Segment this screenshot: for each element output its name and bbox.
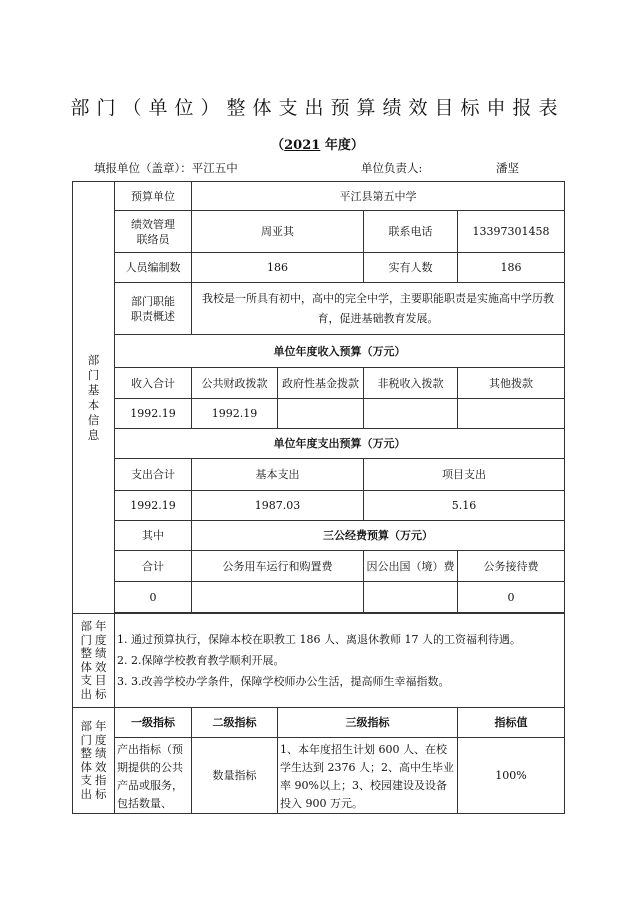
goals-label-col: [95, 620, 107, 701]
indicator-header-level3: 三级指标: [278, 708, 458, 738]
indicators-label-char: 绩: [95, 746, 107, 760]
basic-info-label-char: 门: [87, 367, 100, 382]
indicators-label-char: 部: [80, 719, 92, 733]
goals-label-col: [81, 620, 93, 701]
year-prefix: （: [271, 138, 285, 153]
basic-info-label-char: 部: [87, 352, 100, 367]
duty-label-line1: 部门职能: [131, 294, 175, 308]
indicators-section-label: [73, 708, 115, 814]
three-public-label: 其中: [115, 521, 192, 551]
income-value-other: [458, 399, 565, 429]
indicator-header-level2: 二级指标: [192, 708, 278, 738]
income-heading: 单位年度收入预算（万元）: [115, 335, 565, 368]
indicators-label-char: 整: [80, 746, 92, 760]
contact-name: 周亚其: [192, 211, 364, 253]
three-public-value-reception: 0: [458, 582, 565, 613]
expense-header-basic: 基本支出: [192, 459, 364, 491]
goals-label-char: 标: [95, 686, 107, 701]
indicators-label-char: 度: [95, 732, 107, 747]
indicators-label-char: 标: [95, 786, 107, 801]
three-public-value-vehicle: [192, 582, 364, 613]
basic-info-section-label: [73, 182, 115, 614]
indicator-level1: 产出指标（预期提供的公共产品或服务，包括数量、: [115, 738, 192, 814]
indicators-label-char: 出: [80, 786, 92, 801]
actual-staff-label: 实有人数: [364, 253, 458, 283]
three-public-header-total: 合计: [115, 551, 192, 582]
duty-label-line2: 职责概述: [131, 309, 175, 323]
indicator-level3: 1、本年度招生计划 600 人、在校学生达到 2376 人；2、高中生毕业率 90%以上；3、校园建设及设备投入 900 万元。: [278, 738, 458, 814]
income-header-nontax: 非税收入拨款: [364, 368, 458, 399]
staff-label: 人员编制数: [115, 253, 192, 283]
staff-value: 186: [192, 253, 364, 283]
contact-label: [115, 211, 192, 253]
indicator-header-level1: 一级指标: [115, 708, 192, 738]
goals-label-char: 支: [80, 673, 92, 687]
goal-item: 2. 2.保障学校教育教学顺利开展。: [117, 654, 285, 667]
income-value-public: 1992.19: [192, 399, 278, 429]
budget-form-table: [72, 181, 565, 814]
expense-header-project: 项目支出: [364, 459, 565, 491]
goals-label-char: 部: [80, 619, 92, 633]
basic-info-label-char: 基: [87, 382, 100, 397]
contact-label-line2: 联络员: [136, 232, 170, 246]
income-value-fund: [278, 399, 364, 429]
three-public-header-reception: 公务接待费: [458, 551, 565, 582]
indicator-value: 100%: [458, 738, 565, 814]
filling-unit: 填报单位（盖章）：平江五中: [94, 161, 238, 175]
three-public-header-vehicle: 公务用车运行和购置费: [192, 551, 364, 582]
goals-label-char: 绩: [95, 646, 107, 660]
goals-label-char: 度: [95, 632, 107, 647]
indicators-label-char: 体: [80, 759, 92, 774]
goals-label-char: 整: [80, 646, 92, 660]
indicators-label-char: 效: [95, 759, 107, 774]
indicators-label-col: [95, 720, 107, 801]
income-header-total: 收入合计: [115, 368, 192, 399]
indicators-label-char: 门: [80, 732, 92, 747]
income-value-total: 1992.19: [115, 399, 192, 429]
indicators-label-col: [81, 720, 93, 801]
actual-staff-value: 186: [458, 253, 565, 283]
goals-text: [115, 614, 565, 708]
budget-unit-label: 预算单位: [115, 182, 192, 211]
unit-leader-label: 单位负责人:: [361, 161, 423, 175]
income-header-other: 其他拨款: [458, 368, 565, 399]
indicators-label-char: 指: [95, 773, 107, 787]
goals-label-char: 出: [80, 686, 92, 701]
goal-item: 1. 通过预算执行，保障本校在职教工 186 人、离退休教师 17 人的工资福利待遇。: [117, 633, 521, 646]
goals-label-char: 体: [80, 659, 92, 674]
income-header-fund: 政府性基金拨款: [278, 368, 364, 399]
indicator-level2: 数量指标: [192, 738, 278, 814]
three-public-header-abroad: 因公出国（境）费: [364, 551, 458, 582]
goals-section-label: [73, 614, 115, 708]
goals-label-char: 目: [95, 673, 107, 687]
year-suffix: 年度）: [320, 138, 364, 153]
expense-value-project: 5.16: [364, 491, 565, 521]
expense-heading: 单位年度支出预算（万元）: [115, 429, 565, 459]
duty-label: [115, 283, 192, 335]
basic-info-label-char: 息: [87, 427, 100, 442]
year-value: 2021: [284, 138, 321, 153]
goals-label-char: 效: [95, 659, 107, 674]
goals-label-char: 门: [80, 632, 92, 647]
goal-item: 3. 3.改善学校办学条件，保障学校师办公生活，提高师生幸福指数。: [117, 675, 450, 688]
basic-info-label-char: 信: [87, 412, 100, 427]
goals-label-char: 年: [95, 619, 107, 633]
phone-value: 13397301458: [458, 211, 565, 253]
contact-label-line1: 绩效管理: [131, 217, 175, 231]
indicators-label-char: 年: [95, 719, 107, 733]
basic-info-label-char: 本: [87, 397, 100, 412]
three-public-value-abroad: [364, 582, 458, 613]
indicator-header-value: 指标值: [458, 708, 565, 738]
income-header-public: 公共财政拨款: [192, 368, 278, 399]
duty-text: 我校是一所具有初中，高中的完全中学，主要职能职责是实施高中学历教育，促进基础教育发展。: [192, 283, 565, 335]
three-public-heading: 三公经费预算（万元）: [192, 521, 565, 551]
indicators-label-char: 支: [80, 773, 92, 787]
budget-unit-value: 平江县第五中学: [192, 182, 565, 211]
report-year: [0, 134, 635, 153]
phone-label: 联系电话: [364, 211, 458, 253]
unit-leader-name: 潘坚: [496, 161, 519, 175]
expense-header-total: 支出合计: [115, 459, 192, 491]
expense-value-basic: 1987.03: [192, 491, 364, 521]
page-title: 部门（单位）整体支出预算绩效目标申报表: [70, 97, 565, 119]
income-value-nontax: [364, 399, 458, 429]
three-public-value-total: 0: [115, 582, 192, 613]
expense-value-total: 1992.19: [115, 491, 192, 521]
